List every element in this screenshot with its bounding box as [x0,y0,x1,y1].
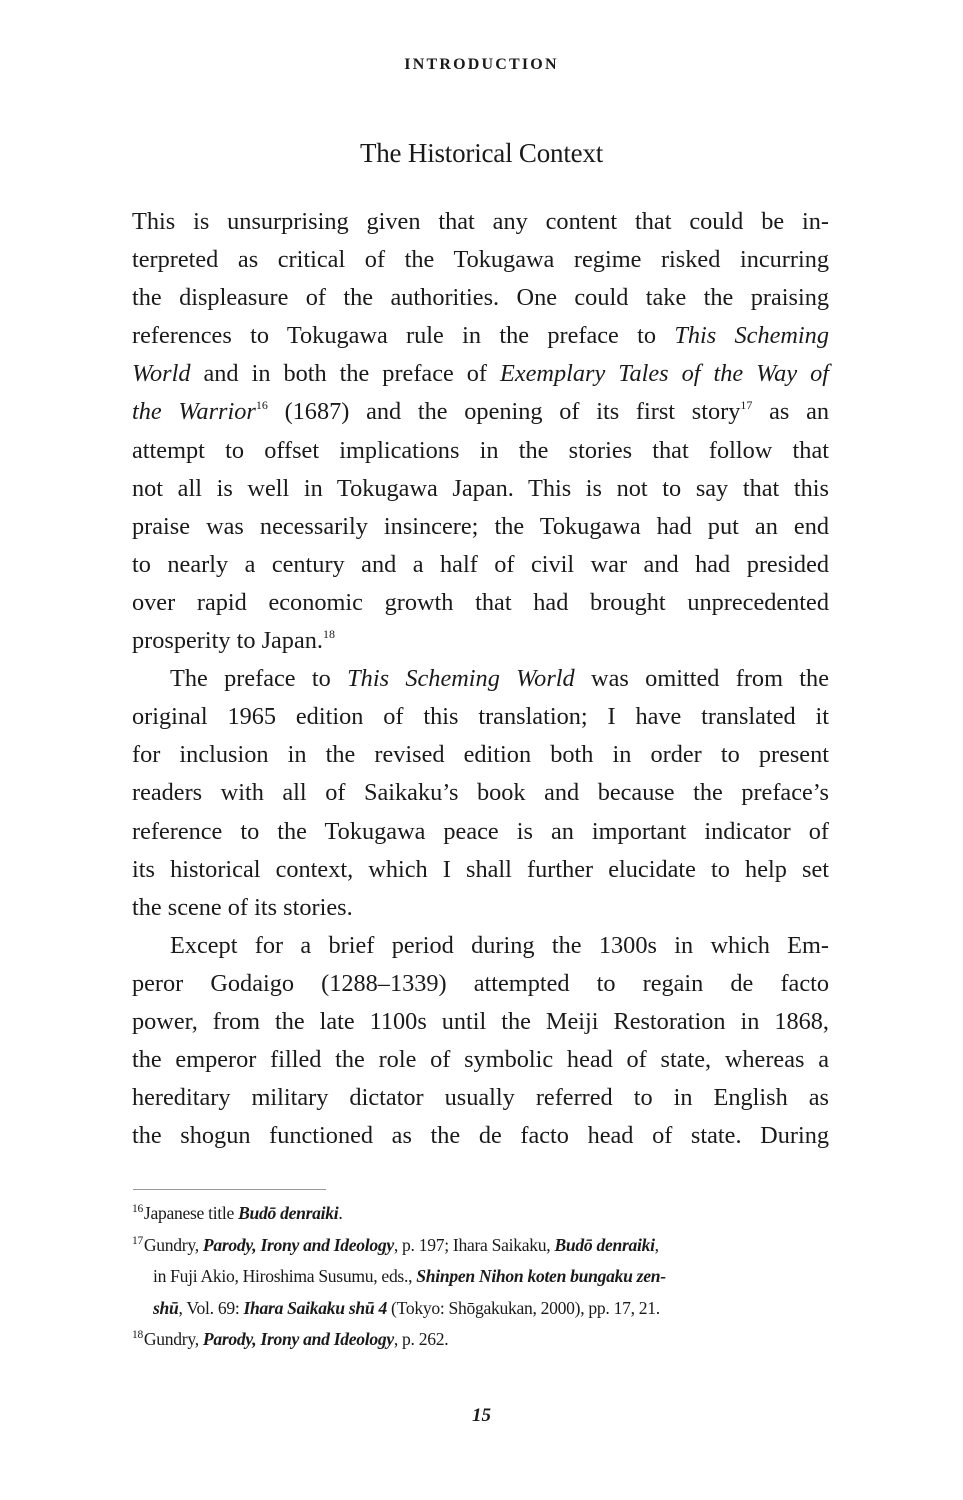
text-run: , p. 262. [393,1329,449,1349]
footnote-divider [133,1189,326,1190]
book-title: Budō denraiki [238,1203,339,1223]
footnote-number: 18 [132,1329,143,1341]
footnote-number: 17 [132,1234,143,1247]
footnote-ref-16[interactable]: 16 [255,398,268,413]
footnote-17-continued [132,1261,832,1293]
footnotes [132,1198,832,1356]
text-run: (1687) and the opening of its first story [267,398,741,426]
text-run: Gundry, [143,1234,203,1255]
text-run: . [338,1203,343,1223]
text-line: the emperor filled the role of symbolic head of state, whereas a [132,1046,829,1074]
book-title: Parody, Irony and Ideology [202,1234,394,1255]
text-line: the displeasure of the authorities. One could take the praising [132,284,829,312]
text-run: , [654,1234,659,1255]
text-line [132,355,829,393]
book-title: Parody, Irony and Ideology [202,1329,394,1349]
text-run: , p. 197; Ihara Saikaku, [393,1234,555,1255]
text-line [132,622,829,660]
text-line: the shogun functioned as the de facto head of state. During [132,1122,829,1150]
text-run: as an [752,398,830,426]
footnote-number: 16 [132,1203,143,1215]
section-title: The Historical Context [359,138,604,168]
book-title: World [132,360,191,388]
footnote-ref-17[interactable]: 17 [740,398,753,413]
text-line: peror Godaigo (1288–1339) attempted to regain de facto [132,969,829,997]
book-title: the Warrior [132,398,256,426]
text-line: the scene of its stories. [132,893,353,921]
book-title: This Scheming World [347,665,575,693]
text-line: praise was necessarily insincere; the Tokugawa had put an end [132,512,829,540]
text-run: and in both the preface of [190,360,500,388]
text-run: in Fuji Akio, Hiroshima Susumu, eds., [153,1266,417,1286]
text-line [132,317,829,355]
text-run: (Tokyo: Shōgakukan, 2000), pp. 17, 21. [386,1297,660,1318]
text-line: reference to the Tokugawa peace is an important indicator of [132,817,829,845]
text-line: power, from the late 1100s until the Meiji Restoration in 1868, [132,1007,829,1035]
footnote-16 [132,1198,832,1230]
text-line: its historical context, which I shall further elucidate to help set [132,855,829,883]
text-line: attempt to offset implications in the stories that follow that [132,436,829,464]
text-run: references to Tokugawa rule in the preface to [132,322,675,350]
text-run: Japanese title [143,1203,239,1223]
book-title: Exemplary Tales of the Way of [499,360,829,388]
text-line [132,393,829,431]
text-line: readers with all of Saikaku’s book and because the preface’s [132,779,829,807]
text-run: prosperity to Japan. [132,627,323,655]
text-line [132,660,829,698]
book-title: Shinpen Nihon koten bungaku zen- [416,1266,666,1286]
running-head: INTRODUCTION [404,56,559,73]
text-line: terpreted as critical of the Tokugawa regime risked incurring [132,246,829,274]
text-line: not all is well in Tokugawa Japan. This is not to say that this [132,474,829,502]
book-title: Budō denraiki [554,1234,655,1255]
text-line: over rapid economic growth that had brought unprecedented [132,588,829,616]
text-line: original 1965 edition of this translation; I have translated it [132,703,829,731]
page-number: 15 [472,1405,491,1426]
text-line: hereditary military dictator usually referred to in English as [132,1084,829,1112]
book-title: Ihara Saikaku shū 4 [243,1297,387,1318]
text-run: The preface to [170,665,348,693]
text-run: , Vol. 69: [178,1297,244,1318]
footnote-17 [132,1230,832,1262]
text-line: This is unsurprising given that any content that could be in- [132,208,829,235]
text-line: to nearly a century and a half of civil war and had presided [132,550,829,578]
body-text [132,203,829,1155]
footnote-18 [132,1324,832,1356]
text-run: Gundry, [143,1329,203,1349]
text-line: Except for a brief period during the 1300s in which Em- [170,931,829,959]
book-title: This Scheming [674,322,829,350]
text-run: was omitted from the [574,665,829,693]
footnote-ref-18[interactable]: 18 [322,627,335,642]
book-title: shū [153,1297,179,1318]
footnote-17-continued [132,1293,832,1325]
text-line: for inclusion in the revised edition both in order to present [132,741,829,769]
